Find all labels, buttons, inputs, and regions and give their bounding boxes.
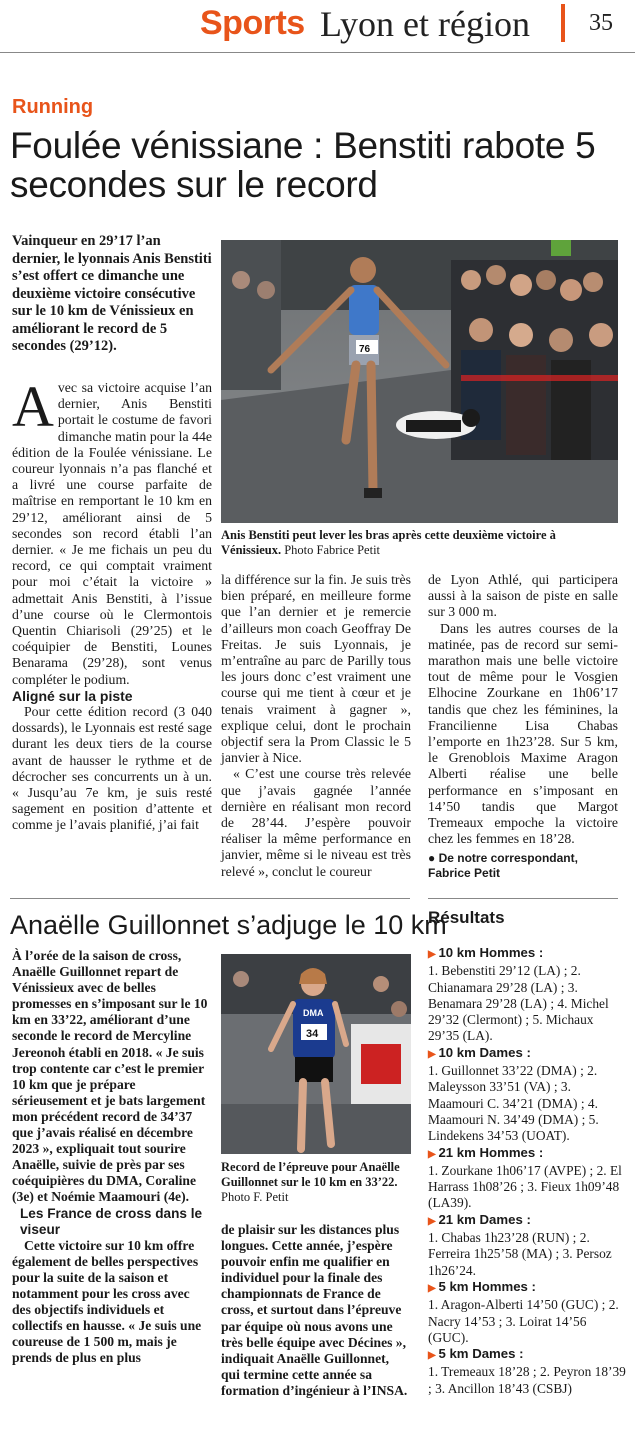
- category-label: 21 km Dames: [438, 1211, 523, 1227]
- arrow-icon: ▶: [428, 949, 439, 960]
- category-colon: :: [527, 1278, 536, 1294]
- dropcap: A: [12, 374, 54, 439]
- article-paragraph: Cette victoire sur 10 km offre également de belles perspectives pour la suite de la saison et notamment pour les cross avec des objectifs individuels et collectifs en hausse. « Je suis une coureuse de 1 500 m, mais je prends de plus en plus: [12, 1237, 202, 1366]
- caption-text: Anis Benstiti peut lever les bras après cette deuxième victoire à Vénissieux.: [221, 528, 556, 557]
- bullet-icon: ●: [428, 851, 436, 866]
- photo2-caption: [221, 1160, 411, 1205]
- results-list: [428, 945, 628, 1397]
- photo-caption: [221, 528, 618, 558]
- results-text: 1. Aragon-Alberti 14’50 (GUC) ; 2. Nacry 14’53 ; 3. Loirat 14’56 (GUC).: [428, 1297, 619, 1345]
- page-number: 35: [589, 10, 613, 36]
- results-text: 1. Chabas 1h23’28 (RUN) ; 2. Ferreira 1h25’58 (MA) ; 3. Persoz 1h26’24.: [428, 1230, 612, 1278]
- results-section: [428, 1045, 628, 1145]
- byline: [428, 851, 618, 881]
- results-text: 1. Zourkane 1h06’17 (AVPE) ; 2. El Harrass 1h08’26 ; 3. Fieux 1h09’48 (LA39).: [428, 1162, 622, 1211]
- results-title: Résultats: [428, 908, 505, 927]
- article2-column-1: [12, 948, 210, 1366]
- section-label: Sports: [200, 4, 305, 42]
- article-paragraph: Dans les autres courses de la matinée, pas de record sur semi-marathon mais une belle victoire tout de même pour le Vosgien Elhocine Zourkane en 1h06’17 tandis que chez les féminines, la Francilienne Lisa Chabas l’emporte en 1h23’28. Sur 5 km, le Grenoblois Maxime Aragon Alberti réalise une belle performance en s’imposant en 14’50 tandis que Margot Tremeaux empoche la victoire chez les femmes en 18’28.: [428, 620, 618, 847]
- region-label: Lyon et région: [320, 4, 530, 44]
- bib-number-2: 34: [306, 1028, 319, 1040]
- photo-credit: Photo Fabrice Petit: [284, 543, 381, 557]
- article2-subhead: Les France de cross dans le viseur: [20, 1205, 203, 1237]
- byline-name: Fabrice Petit: [428, 866, 501, 881]
- category-label: 5 km Dames: [438, 1346, 516, 1362]
- caption-text: Record de l’épreuve pour Anaëlle Guillonnet sur le 10 km en 33’22.: [221, 1160, 400, 1189]
- category-colon: :: [535, 945, 544, 960]
- arrow-icon: ▶: [428, 1148, 439, 1160]
- category-colon: :: [522, 1211, 531, 1227]
- results-section: [428, 1346, 628, 1397]
- results-category: [428, 945, 628, 963]
- results-section: [428, 945, 628, 1045]
- article-paragraph: de plaisir sur les distances plus longues. Cette année, j’espère pouvoir enfin me qualifier en individuel pour la finale des championnats de France de cross, et surtout dans l’épreuve par équipe où nous avons une très belle équipe avec Décines », indiquait Anaëlle Guillonnet, qui termine cette année sa formation d’ingénieur à l’INSA.: [221, 1222, 408, 1398]
- bib-number: 76: [359, 344, 371, 355]
- article-column-3: [428, 572, 618, 881]
- category-colon: :: [535, 1144, 544, 1160]
- guillonnet-finish-image: [221, 954, 411, 1154]
- category-colon: :: [515, 1346, 524, 1362]
- results-category: [428, 1145, 628, 1163]
- results-category: [428, 1045, 628, 1063]
- arrow-icon: ▶: [428, 1215, 439, 1227]
- benstiti-finish-image: [221, 240, 618, 523]
- article-title: Foulée vénissiane : Benstiti rabote 5 secondes sur le record: [10, 125, 596, 205]
- results-text: 1. Guillonnet 33’22 (DMA) ; 2. Maleysson 33’51 (VA) ; 3. Maamouri C. 34’21 (DMA) ; 4. Maamouri N. 34’49 (DMA) ; 5. Lindekens 34’53 (UOAT).: [428, 1063, 599, 1144]
- article-paragraph: la différence sur la fin. Je suis très bien préparé, en meilleure forme que l’an dernier et je remercie d’ailleurs mon coach Geoffray De Freitas. Je suis Lyonnais, je m’entraîne au parc de Parilly tous les jours donc c’est vraiment une course qui me tient à cœur et je tenais vraiment à gagner », explique celui, dont le prochain objectif sera la Prom Classic le 5 janvier à Nice.: [221, 572, 411, 766]
- runner-photo: [221, 240, 618, 523]
- article2-title: Anaëlle Guillonnet s’adjuge le 10 km: [10, 910, 447, 940]
- results-text: 1. Bebenstiti 29’12 (LA) ; 2. Chianamara 29’28 (LA) ; 3. Benamara 29’28 (LA) ; 4. Michel 29’32 (Clermont) ; 5. Michaux 29’35 (LA).: [428, 963, 609, 1044]
- article-divider: [10, 898, 410, 899]
- category-label: 5 km Hommes: [438, 1278, 528, 1294]
- category-label: 21 km Hommes: [438, 1144, 536, 1160]
- arrow-icon: ▶: [428, 1350, 439, 1362]
- results-section: [428, 1145, 628, 1212]
- article-paragraph: Pour cette édition record (3 040 dossards), le Lyonnais est resté sage durant les deux tiers de la course avant de hausser le rythme et de décrocher ses concurrents un à un. « Jusqu’au 7e km, je suis resté sagement en position d’attente et comme je l’avais planifié, j’ai fait: [12, 704, 212, 833]
- results-category: [428, 1346, 628, 1364]
- results-divider: [428, 898, 618, 899]
- results-section: [428, 1279, 628, 1346]
- results-category: [428, 1212, 628, 1230]
- header-divider: [561, 4, 565, 42]
- results-text: 1. Tremeaux 18’28 ; 2. Peyron 18’39 ; 3. Ancillon 18’43 (CSBJ): [428, 1364, 626, 1396]
- photo-credit: Photo F. Petit: [221, 1190, 289, 1204]
- article-paragraph: « C’est une course très relevée que j’avais gagnée l’année dernière en réalisant mon record de 28’44. J’espère pouvoir réaliser la même performance en janvier, même si le niveau est très relevé », conclut le coureur: [221, 766, 411, 879]
- article-paragraph: de Lyon Athlé, qui participera aussi à la saison de piste en salle sur 3 000 m.: [428, 572, 618, 620]
- category-label: 10 km Dames: [438, 1044, 523, 1060]
- arrow-icon: ▶: [428, 1282, 439, 1294]
- article-column-2: [221, 572, 411, 880]
- article-column-1: [12, 374, 212, 834]
- results-category: [428, 1279, 628, 1297]
- article-kicker: Running: [12, 96, 94, 118]
- category-colon: :: [522, 1044, 531, 1060]
- jersey-text: DMA: [303, 1008, 324, 1018]
- article2-column-2: [221, 1222, 411, 1399]
- article-paragraph: À l’orée de la saison de cross, Anaëlle Guillonnet repart de Vénissieux avec de belles promesses en s’imposant sur le 10 km en 33’22, améliorant d’une seconde le record de Mercyline Jereonoh établi en 2018. « Je suis trop contente car c’est le premier 10 km que je prépare sérieusement et je bats largement mon précédent record de 34’37 que j’avais réalisé en décembre 2023 », expliquait tout sourire Anaëlle, suivie de près par ses coéquipières du DMA, Coraline (3e) et Noémie Maamouri (4e).: [12, 948, 208, 1205]
- article-subhead: Aligné sur la piste: [12, 687, 133, 704]
- article-lead: Vainqueur en 29’17 l’an dernier, le lyonnais Anis Benstiti s’est offert ce dimanche une deuxième victoire consécutive sur le 10 km de Vénissieux en améliorant le record de 5 secondes (29’12).: [12, 233, 212, 354]
- article-paragraph: vec sa victoire acquise l’an dernier, Anis Benstiti portait le costume de favori dimanche matin pour la 44e édition de la Foulée vénissiane. Le coureur lyonnais n’a pas flanché et a livré une course parfaite de maîtrise en remportant le 10 km en 29’12, améliorant ainsi de 5 secondes son record établi l’an dernier. « Je me fichais un peu du record, ce qui comptait vraiment pour moi c’était la victoire » admettait Anis Benstiti, à l’issue d’une course où le Clermontois Quentin Chiarisoli (29’25) et le coéquipier de Benstiti, Lounes Benarama (29’28), sont venus compléter le podium.: [12, 380, 212, 687]
- header-rule: [0, 52, 635, 53]
- guillonnet-photo: [221, 954, 411, 1154]
- category-label: 10 km Hommes: [438, 945, 536, 960]
- arrow-icon: ▶: [428, 1048, 439, 1060]
- byline-line: De notre correspondant,: [438, 851, 578, 866]
- results-section: [428, 1212, 628, 1279]
